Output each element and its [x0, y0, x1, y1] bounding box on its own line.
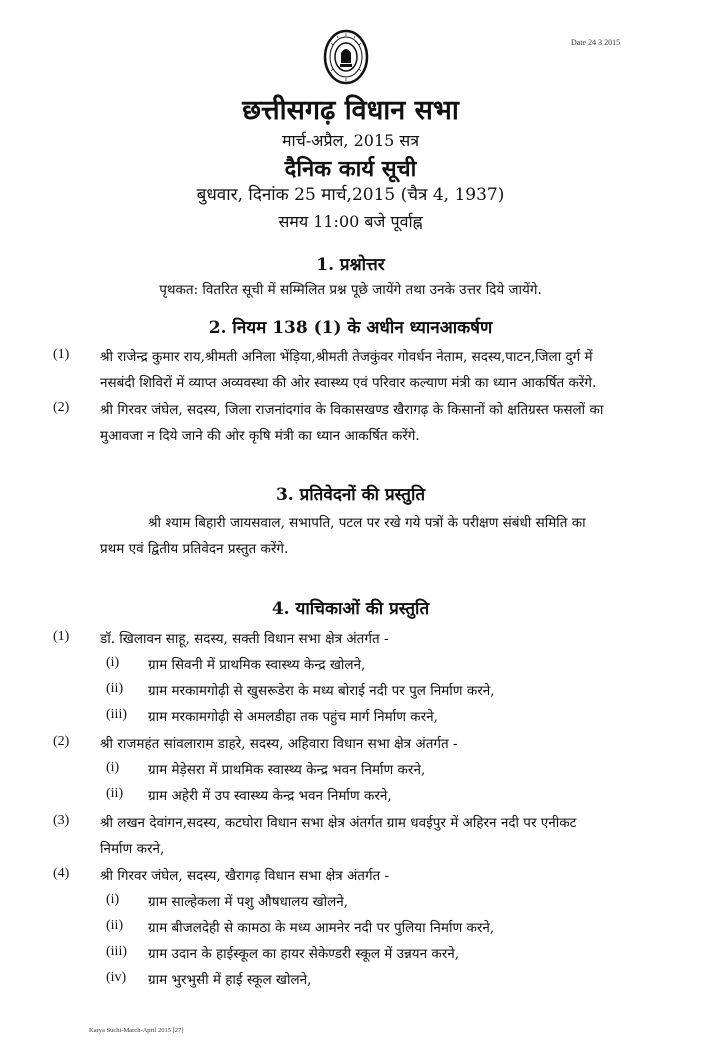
sub-number: (i) — [106, 892, 120, 907]
section-4-heading: 4. याचिकाओं की प्रस्तुति — [271, 599, 430, 619]
sub-number: (i) — [106, 760, 120, 775]
section-1-heading: 1. प्रश्नोत्तर — [316, 255, 385, 275]
session-label: मार्च-अप्रैल, 2015 सत्र — [281, 131, 420, 150]
list-item-text: नसबंदी शिविरों में व्याप्त अव्यवस्था की ओर स्वास्थ्य एवं परिवार कल्याण मंत्री का ध्यान आकर्षित करेंगे. — [100, 375, 597, 391]
sub-item-text: ग्राम अहेरी में उप स्वास्थ्य केन्द्र भवन निर्माण करने, — [148, 788, 392, 804]
list-item-text: श्री गिरवर जंघेल, सदस्य, जिला राजनांदगांव के विकासखण्ड खैरागढ़ के किसानों को क्षतिग्रस्त फसलों का — [100, 402, 604, 418]
list-number: (1) — [53, 347, 70, 362]
sub-number: (ii) — [106, 918, 124, 933]
section-3-text: प्रथम एवं द्वितीय प्रतिवेदन प्रस्तुत करेंगे. — [100, 541, 289, 557]
list-item-text: मुआवजा न दिये जाने की ओर कृषि मंत्री का ध्यान आकर्षित करेंगे. — [100, 428, 420, 444]
sub-item-text: ग्राम मरकामगोढ़ी से अमलडीहा तक पहुंच मार्ग निर्माण करने, — [148, 709, 438, 725]
date-stamp: Date 24 3 2015 — [571, 38, 621, 47]
sub-number: (iii) — [106, 944, 127, 959]
list-item-text: श्री राजेन्द्र कुमार राय,श्रीमती अनिला भेंड़िया,श्रीमती तेजकुंवर गोवर्धन नेताम, सदस्य,पाटन,जिला दुर्ग में — [100, 349, 593, 365]
day-date: बुधवार, दिनांक 25 मार्च,2015 (चैत्र 4, 1937) — [196, 185, 505, 205]
section-3-heading: 3. प्रतिवेदनों की प्रस्तुति — [275, 485, 426, 505]
petition-text: श्री गिरवर जंघेल, सदस्य, खैरागढ़ विधान सभा क्षेत्र अंतर्गत - — [100, 868, 390, 884]
sub-number: (ii) — [106, 681, 124, 696]
document-title: दैनिक कार्य सूची — [284, 156, 417, 182]
section-1-text: पृथकत: वितरित सूची में सम्मिलित प्रश्न पूछे जायेंगे तथा उनके उत्तर दिये जायेंगे. — [159, 282, 542, 298]
petition-text: निर्माण करने, — [100, 841, 165, 857]
list-number: (3) — [53, 813, 70, 828]
sub-item-text: ग्राम बीजलदेही से कामठा के मध्य आमनेर नदी पर पुलिया निर्माण करने, — [148, 920, 495, 936]
footer-reference: Karya Suchi-March-April 2015 [27] — [89, 1027, 184, 1034]
petition-text: डॉ. खिलावन साहू, सदस्य, सक्ती विधान सभा क्षेत्र अंतर्गत - — [100, 631, 389, 647]
section-2-heading: 2. नियम 138 (1) के अधीन ध्यानआकर्षण — [208, 318, 493, 338]
petition-text: श्री राजमहंत सांवलाराम डाहरे, सदस्य, अहिवारा विधान सभा क्षेत्र अंतर्गत - — [100, 736, 458, 752]
list-number: (2) — [53, 400, 70, 415]
assembly-name: छत्तीसगढ़ विधान सभा — [242, 95, 459, 126]
sitting-time: समय 11:00 बजे पूर्वाह्न — [278, 212, 423, 231]
sub-number: (iii) — [106, 707, 127, 722]
sub-number: (iv) — [106, 970, 127, 985]
sub-item-text: ग्राम मरकामगोढ़ी से खुसरूडेरा के मध्य बोराई नदी पर पुल निर्माण करने, — [148, 683, 495, 699]
list-number: (2) — [53, 734, 70, 749]
petition-text: श्री लखन देवांगन,सदस्य, कटघोरा विधान सभा क्षेत्र अंतर्गत ग्राम धवईपुर में अहिरन नदी पर एनीकट — [100, 815, 577, 831]
sub-number: (i) — [106, 655, 120, 670]
assembly-emblem-icon — [323, 29, 369, 85]
section-3-text: श्री श्याम बिहारी जायसवाल, सभापति, पटल पर रखे गये पत्रों के परीक्षण संबंधी समिति का — [148, 515, 586, 531]
sub-item-text: ग्राम मेड़ेसरा में प्राथमिक स्वास्थ्य केन्द्र भवन निर्माण करने, — [148, 762, 426, 778]
list-number: (4) — [53, 866, 70, 881]
sub-item-text: ग्राम साल्हेकला में पशु औषधालय खोलने, — [148, 894, 349, 910]
sub-item-text: ग्राम भुरभुसी में हाई स्कूल खोलने, — [148, 972, 312, 988]
list-number: (1) — [53, 629, 70, 644]
sub-item-text: ग्राम उदान के हाईस्कूल का हायर सेकेण्डरी स्कूल में उन्नयन करने, — [148, 946, 460, 962]
sub-number: (ii) — [106, 786, 124, 801]
sub-item-text: ग्राम सिवनी में प्राथमिक स्वास्थ्य केन्द्र खोलने, — [148, 657, 366, 673]
